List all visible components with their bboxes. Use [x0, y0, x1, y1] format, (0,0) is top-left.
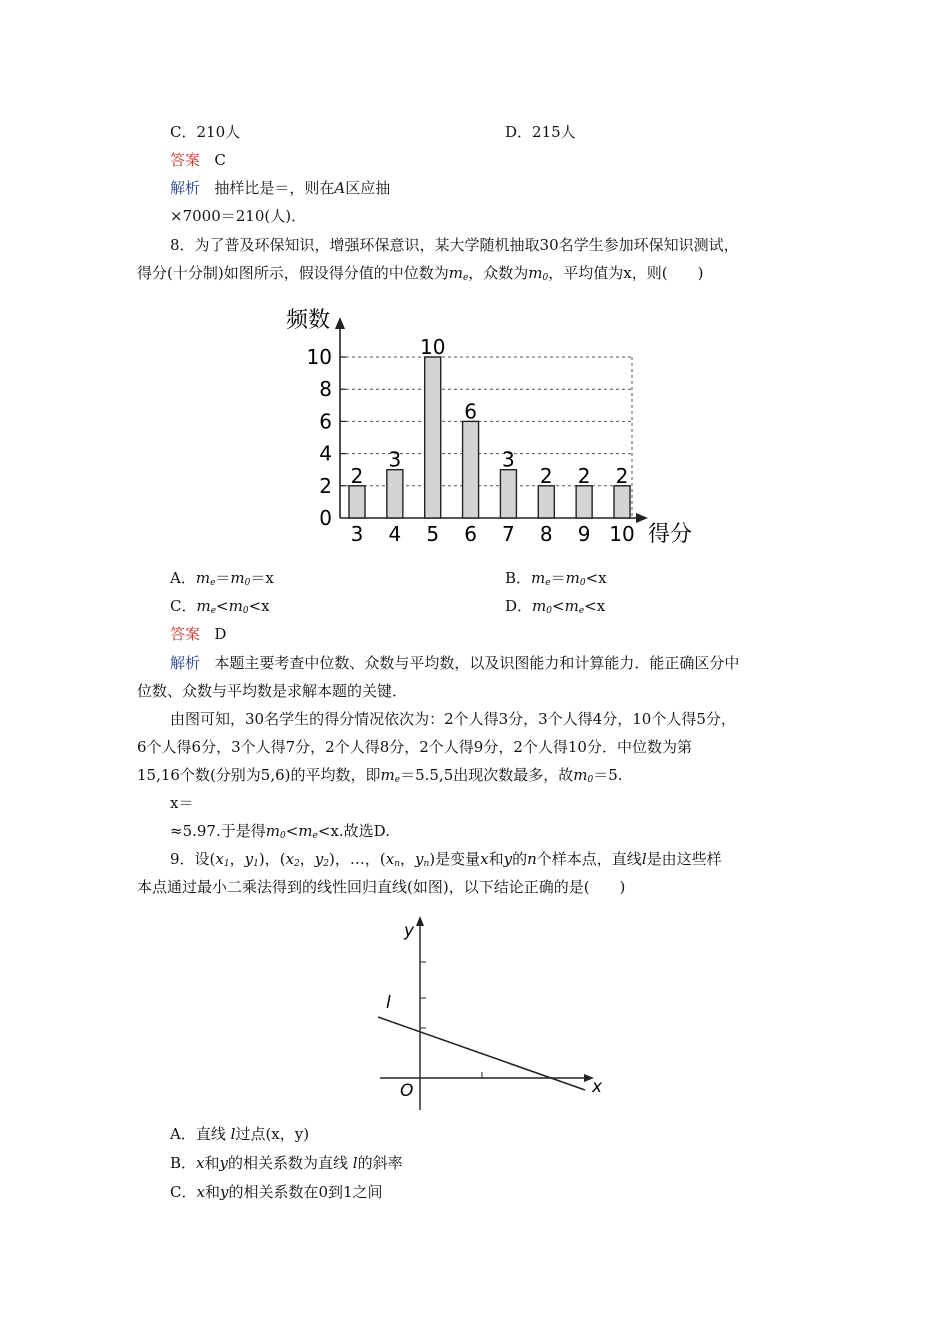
y-axis-arrow: [416, 916, 424, 926]
q8-option-a: A．$m_e=m_0=x$: [170, 569, 274, 588]
analysis-text: 本题主要考查中位数、众数与平均数，以及识图能力和计算能力．能正确区分中: [214, 654, 740, 672]
y-tick-label-8: 8: [319, 377, 332, 402]
bar-3: [349, 486, 365, 518]
analysis-text: 抽样比是＝，则在: [214, 179, 335, 197]
data-label-3: 2: [350, 463, 364, 488]
x-tick-label-7: 7: [502, 522, 515, 546]
x-tick-label-5: 5: [426, 522, 440, 546]
q8-answer: [170, 624, 226, 644]
q7-analysis: [170, 178, 390, 198]
bar-9: [576, 486, 592, 518]
y-tick-label-2: 2: [319, 473, 332, 498]
q9-option-b: B．x和y的相关系数为直线 l的斜率: [170, 1154, 403, 1172]
me-symbol: $m_e$: [448, 264, 469, 283]
y-tick-label-0: 0: [319, 506, 332, 530]
y-axis-arrow: [335, 317, 345, 329]
data-label-10: 2: [615, 463, 629, 488]
answer-value: C: [214, 151, 226, 169]
q7-analysis-line2: ×7000＝210(人)．: [170, 207, 307, 225]
q8-analysis-l2: 位数、众数与平均数是求解本题的关键．: [137, 682, 408, 700]
bar-10: [614, 486, 630, 518]
y-axis-title: 频数: [286, 308, 331, 333]
q8-analysis-l5: 15,16个数(分别为5,6)的平均数，即$m_e=5.5,5$出现次数最多，故$m_0=5$.: [137, 766, 623, 785]
q7-option-d: D．215人: [505, 123, 576, 141]
mo-symbol: $m_0$: [528, 264, 549, 283]
bar-6: [463, 421, 479, 518]
q8-option-d: D．$m_0<m_e<x$: [505, 597, 606, 616]
y-tick-label-6: 6: [319, 409, 332, 434]
data-label-8: 2: [539, 463, 553, 488]
x-axis-title: 得分: [648, 522, 693, 547]
regression-line: [378, 1017, 585, 1090]
x-axis-label: x: [592, 1077, 603, 1097]
answer-label: 答案: [170, 625, 201, 643]
q9-stem-line2: 本点通过最小二乘法得到的线性回归直线(如图)，以下结论正确的是( ): [137, 878, 626, 896]
x-tick-label-3: 3: [350, 522, 364, 546]
data-label-6: 6: [464, 399, 477, 424]
analysis-label: 解析: [170, 654, 201, 672]
x-axis-arrow: [636, 513, 648, 523]
q8-stem-text-b: ，众数为: [468, 264, 529, 282]
score-frequency-chart: [270, 295, 715, 555]
q9-option-c: C．x和y的相关系数在0到1之间: [170, 1183, 383, 1201]
x-tick-label-9: 9: [577, 522, 591, 546]
y-tick-label-4: 4: [319, 441, 332, 466]
data-label-4: 3: [388, 447, 402, 472]
q7-option-c: C．210人: [170, 123, 241, 141]
origin-label: O: [400, 1081, 414, 1101]
bar-8: [538, 486, 554, 518]
bar-5: [425, 357, 441, 518]
x-tick-label-10: 10: [609, 522, 635, 546]
q8-stem-text-a: 得分(十分制)如图所示，假设得分值的中位数为: [137, 264, 449, 282]
q8-analysis-l6: x＝: [170, 794, 194, 812]
analysis-label: 解析: [170, 179, 201, 197]
q8-analysis-l3: 由图可知，30名学生的得分情况依次为：2个人得3分，3个人得4分，10个人得5分，: [170, 710, 736, 728]
data-label-9: 2: [577, 463, 591, 488]
y-tick-label-10: 10: [306, 345, 332, 369]
q8-stem-line2: [137, 263, 703, 288]
analysis-text-2: 区应抽: [345, 179, 391, 197]
answer-value: D: [214, 625, 227, 643]
y-axis-label: y: [404, 921, 415, 941]
analysis-var: A: [334, 179, 346, 197]
q8-analysis-l1: [170, 653, 739, 673]
x-tick-label-4: 4: [388, 522, 402, 546]
q8-option-c: C．$m_e<m_0<x$: [170, 597, 270, 616]
answer-label: 答案: [170, 151, 201, 169]
q8-stem-text-c: ，平均值为x，则( ): [548, 264, 704, 282]
q8-analysis-l7: ≈5.97.于是得$m_0<m_e<x$.故选D.: [170, 822, 390, 841]
data-label-5: 10: [419, 335, 446, 359]
q7-answer: [170, 150, 226, 170]
x-tick-label-8: 8: [539, 522, 553, 546]
bar-7: [500, 470, 516, 518]
x-tick-label-6: 6: [464, 522, 477, 546]
q9-option-a: A．直线 l过点(x，y): [170, 1125, 310, 1143]
bar-4: [387, 470, 403, 518]
q8-analysis-l4: 6个人得6分，3个人得7分，2个人得8分，2个人得9分，2个人得10分．中位数为第: [137, 738, 692, 756]
data-label-7: 3: [502, 447, 515, 472]
q8-stem-line1: 8．为了普及环保知识，增强环保意识，某大学随机抽取30名学生参加环保知识测试，: [170, 236, 739, 254]
q8-option-b: B．$m_e=m_0<x$: [505, 569, 607, 588]
q9-stem-line1: 9．设($x_1$，$y_1$)，($x_2$，$y_2$)，…，($x_n$，$y_n$)是变量x和y的n个样本点，直线l是由这些样: [170, 850, 722, 869]
line-label: l: [386, 993, 391, 1013]
regression-line-figure: [370, 910, 630, 1120]
